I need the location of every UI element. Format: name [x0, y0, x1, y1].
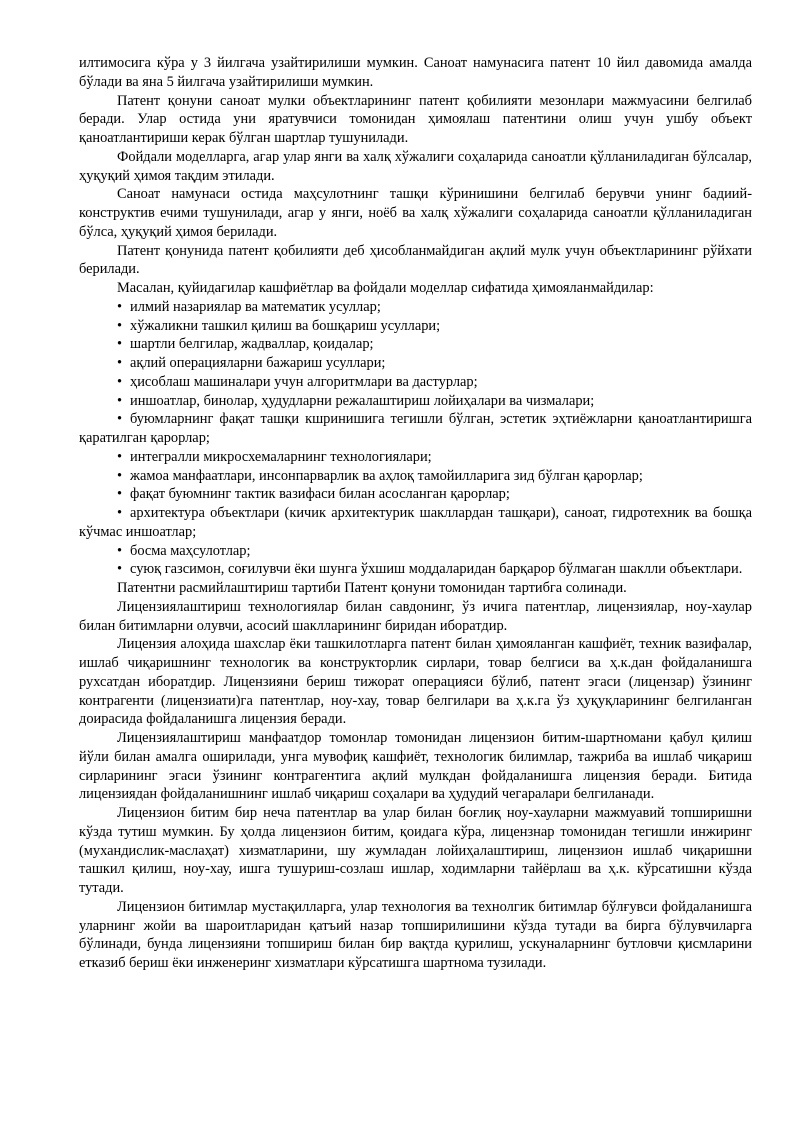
paragraph-utility-models: Фойдали моделларга, агар улар янги ва халқ хўжалиги соҳаларида саноатли қўлланиладиган бўлсалар, ҳуқуқий ҳимоя тақдим этилади.: [79, 148, 752, 184]
list-item: [79, 317, 752, 336]
list-item-text: илмий назариялар ва математик усуллар;: [130, 298, 381, 315]
paragraph-patent-criteria: Патент қонуни саноат мулки объектларининг патент қобилияти мезонлари мажмуасини белгилаб беради. Улар остида уни яратувчиси томонидан ҳимоялаш патентини олиш учун ушбу объект қаноатлантириши керак бўлган шартлар тушунилади.: [79, 92, 752, 146]
bullet-icon: •: [117, 542, 123, 559]
bullet-icon: •: [117, 467, 123, 484]
list-item-text: босма маҳсулотлар;: [130, 542, 251, 559]
list-item: [79, 298, 752, 317]
paragraph-license-types: Лицензион битимлар мустақилларга, улар технология ва технолгик битимлар бўлғувси фойдаланишга уларнинг жойи ва шароитларидан қатъий назар топширилишини кўзда тутади ва бирга бўлувчиларга бўлинади, бунда лицензияни топшириш билан бир вақтда қурилиш, ускуналарнинг бутловчи қисмларини етказиб бериш ёки инженеринг хизматлари кўрсатишга шартнома тузилади.: [79, 898, 752, 971]
paragraph-registration: Патентни расмийлаштириш тартиби Патент қонуни томонидан тартибга солинади.: [117, 580, 627, 596]
paragraph-non-patentable: Патент қонунида патент қобилияти деб ҳисобланмайдиган ақлий мулк учун объектларининг рўйхати берилади.: [79, 242, 752, 278]
bullet-icon: •: [117, 561, 123, 578]
list-item: [79, 560, 752, 579]
list-item: [79, 335, 752, 354]
bullet-icon: •: [117, 373, 123, 390]
paragraph-license-agreement: Лицензион битим бир неча патентлар ва улар билан боғлиқ ноу-хауларни мажмуавий топширишни кўзда тутиш мумкин. Бу ҳолда лицензион битим, қоидага кўра, лицензнар томонидан тегишли инжиринг (мухандислик-маслаҳат) хизматларини, шу жумладан лойиҳалаштириш, лицензион ишлаб чиқаришни ташкил қилиш, ноу-хау, ишга тушуриш-созлаш ишлар, ходимларни тайёрлаш ва ҳ.к. кўрсатишни кўзда тутади.: [79, 805, 752, 896]
list-item: [79, 373, 752, 392]
list-item-text: буюмларнинг фақат ташқи кшринишига тегишли бўлган, эстетик эҳтиёжларни қаноатлантиришга қаратилган қарорлар;: [79, 411, 752, 446]
list-item-text: жамоа манфаатлари, инсонпарварлик ва аҳлоқ тамойилларига зид бўлган қарорлар;: [130, 467, 643, 484]
bullet-icon: •: [117, 355, 123, 371]
list-item: [79, 410, 752, 448]
bullet-icon: •: [117, 486, 123, 503]
paragraph-continuation: илтимосига кўра у 3 йилгача узайтирилиши мумкин. Саноат намунасига патент 10 йил давомида амалда бўлади ва яна 5 йилгача узайтирилиши мумкин.: [79, 55, 752, 90]
list-item: [79, 504, 752, 542]
list-item: [79, 354, 752, 373]
list-item-text: фақат буюмнинг тактик вазифаси билан асосланган қарорлар;: [130, 486, 510, 503]
paragraph-license-definition: Лицензия алоҳида шахслар ёки ташкилотларга патент билан ҳимояланган кашфиёт, техник вазифалар, ишлаб чиқаришнинг технологик ва конструкторлик сирлари, товар белгиси ва ҳ.к.дан фойдаланишга рухсатдан иборатдир. Лицензияни бериш тижорат операцияси бўлиб, патент эгаси (лицензар) ўзининг контрагенти (лицензиати)га патентлар, ноу-хау, товар белгилари ва ҳ.к.га ўз ҳуқуқларининг белгиланган доирасида фойдаланишга лицензия беради.: [79, 636, 752, 728]
list-item: [79, 467, 752, 486]
bullet-icon: •: [117, 505, 123, 521]
list-item-text: архитектура объектлари (кичик архитектурик шакллардан ташқари), саноат, гидротехник ва бошқа кўчмас иншоатлар;: [79, 505, 752, 540]
list-item: [79, 448, 752, 467]
bullet-icon: •: [117, 411, 123, 428]
paragraph-licensing-process: Лицензиялаштириш манфаатдор томонлар томонидан лицензион битим-шартномани қабул қилиш йўли билан амалга оширилади, унга мувофиқ кашфиёт, технологик билимлар, тажриба ва ишлаб чиқариш сирларининг эгаси ўзининг контрагентига ақлий мулкдан фойдаланишга лицензия беради. Битида лицензиядан фойдаланишнинг ишлаб чиқариш соҳалари ва ҳудудий чегаралари белгиланади.: [79, 730, 752, 803]
list-item-text: иншоатлар, бинолар, ҳудудларни режалаштириш лойиҳалари ва чизмалари;: [130, 392, 595, 409]
list-item-text: хўжаликни ташкил қилиш ва бошқариш усуллари;: [130, 317, 441, 334]
list-item: [79, 392, 752, 411]
list-item-text: интегралли микросхемаларнинг технологиялари;: [130, 448, 432, 465]
bullet-icon: •: [117, 448, 123, 465]
paragraph-industrial-design: Саноат намунаси остида маҳсулотнинг ташқи кўринишини белгилаб берувчи унинг бадиий-конструктив ечими тушунилади, агар у янги, ноёб ва халқ хўжалиги соҳаларида саноатли қўлланиладиган бўлса, ҳуқуқий ҳимоя берилади.: [79, 186, 752, 240]
list-item-text: суюқ газсимон, соғилувчи ёки шунга ўхшиш моддаларидан барқарор бўлмаган шаклли объектлари.: [130, 561, 743, 578]
list-item-text: шартли белгилар, жадваллар, қоидалар;: [130, 336, 374, 353]
list-item: [79, 485, 752, 504]
list-item-text: ҳисоблаш машиналари учун алгоритмлари ва дастурлар;: [130, 373, 478, 390]
bullet-icon: •: [117, 298, 123, 315]
bullet-icon: •: [117, 317, 123, 334]
bullet-icon: •: [117, 392, 123, 409]
list-item-text: ақлий операцияларни бажариш усуллари;: [130, 355, 386, 371]
list-item: [79, 542, 752, 561]
paragraph-examples-intro: Масалан, қуйидагилар кашфиётлар ва фойдали моделлар сифатида ҳимояланмайдилар:: [117, 280, 654, 296]
bullet-icon: •: [117, 336, 123, 353]
non-patentable-list: [79, 298, 752, 579]
paragraph-licensing-definition: Лицензиялаштириш технологиялар билан савдонинг, ўз ичига патентлар, лицензиялар, ноу-хаулар билан битимларни олувчи, асосий шаклларининг биридан иборатдир.: [79, 598, 752, 634]
